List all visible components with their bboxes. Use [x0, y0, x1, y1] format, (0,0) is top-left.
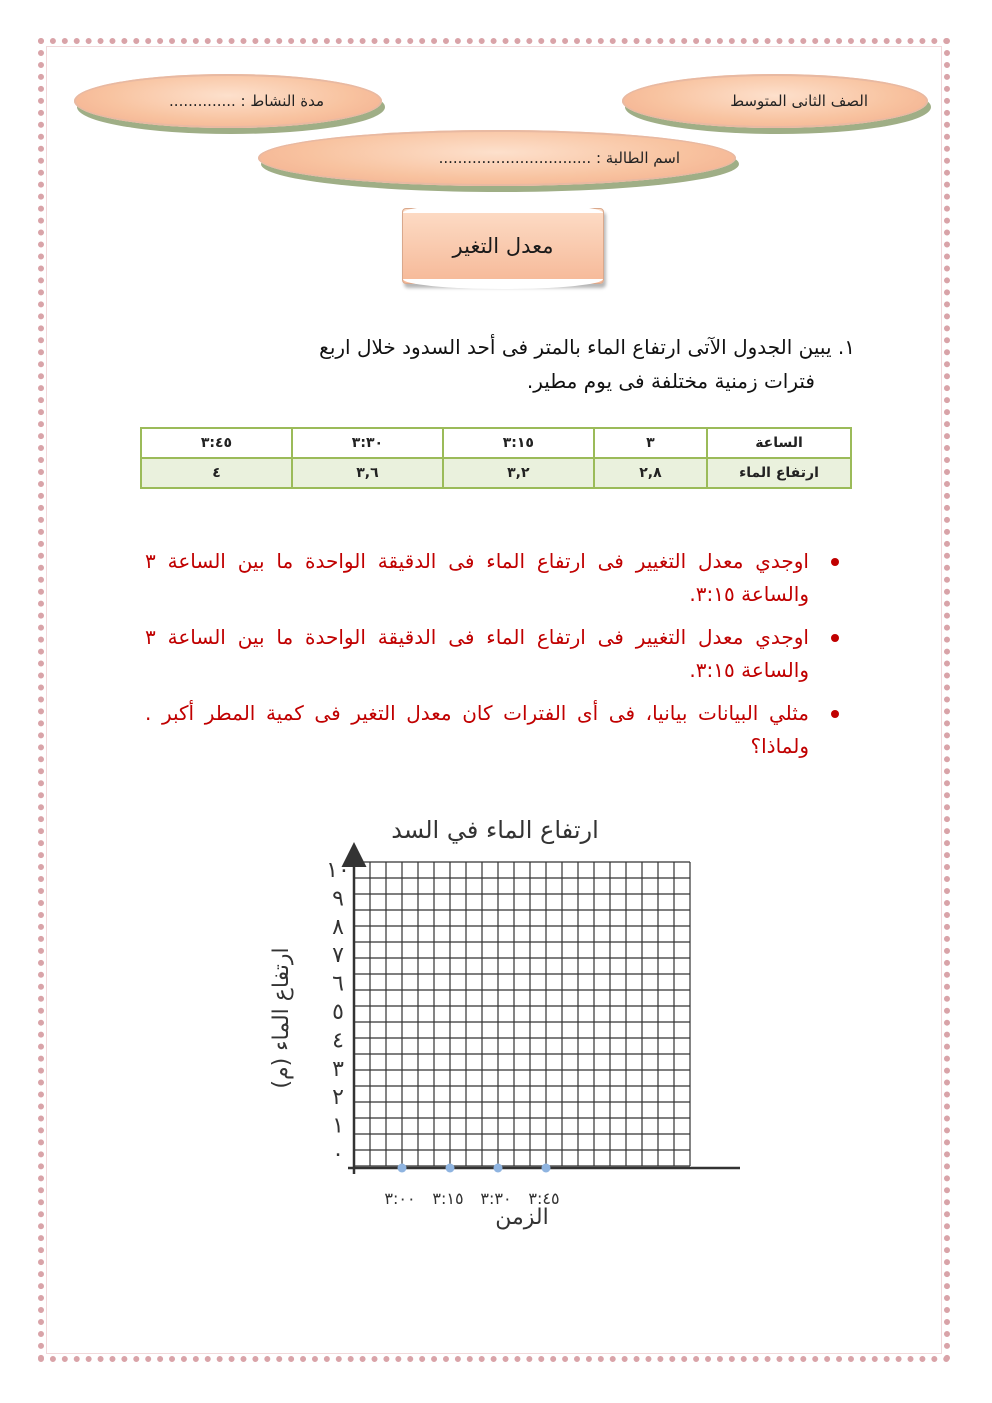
student-name-oval — [258, 130, 736, 186]
data-table — [140, 427, 852, 489]
y-tick-label: ٢ — [332, 1085, 344, 1111]
y-tick-label: ١ — [332, 1113, 344, 1139]
grade-label: الصف الثانى المتوسط — [730, 92, 868, 110]
x-axis-point — [398, 1164, 407, 1173]
y-tick-label: ٣ — [332, 1056, 344, 1082]
question-1 — [145, 330, 855, 398]
duration-label: مدة النشاط : .............. — [169, 92, 324, 110]
x-axis-point — [446, 1164, 455, 1173]
x-tick-label: ٣:٠٠ — [384, 1189, 416, 1208]
bullet-icon — [831, 558, 839, 566]
bullet-icon — [831, 634, 839, 642]
water-level-chart — [250, 810, 740, 1240]
y-tick-label: ٨ — [332, 914, 344, 940]
x-axis-point — [494, 1164, 503, 1173]
task-item — [145, 697, 845, 763]
task-item — [145, 621, 845, 687]
chart-grid — [354, 862, 690, 1166]
table-cell: ٣,٦ — [292, 458, 443, 488]
table-cell: ٣:٣٠ — [292, 428, 443, 458]
grade-oval — [622, 74, 928, 128]
table-cell: ٣ — [594, 428, 707, 458]
x-tick-label: ٣:٤٥ — [528, 1189, 560, 1208]
table-cell: ٢,٨ — [594, 458, 707, 488]
chart-axes — [348, 852, 740, 1174]
table-cell: ٤ — [141, 458, 292, 488]
table-cell: ٣:١٥ — [443, 428, 594, 458]
table-cell: ٣,٢ — [443, 458, 594, 488]
y-tick-label: ٧ — [332, 943, 344, 969]
question-line-2: فترات زمنية مختلفة فى يوم مطير. — [526, 369, 815, 393]
duration-oval — [74, 74, 382, 128]
table-header-time: الساعة — [707, 428, 851, 458]
y-axis-label: ارتفاع الماء (م) — [269, 947, 294, 1089]
table-row — [141, 458, 851, 488]
y-tick-label: ٩ — [332, 886, 344, 912]
task-text: اوجدي معدل التغيير فى ارتفاع الماء فى الدقيقة الواحدة ما بين الساعة ٣ والساعة ٣:١٥. — [145, 625, 809, 682]
y-tick-label: ٥ — [332, 1000, 344, 1025]
page-title: معدل التغير — [452, 234, 554, 258]
title-ribbon — [402, 208, 604, 284]
question-line-1: ١. يبين الجدول الآتى ارتفاع الماء بالمتر فى أحد السدود خلال اربع — [319, 335, 855, 359]
bullet-icon — [831, 710, 839, 718]
student-name-label: اسم الطالبة : ................................ — [438, 149, 680, 167]
y-tick-label: ٦ — [332, 971, 344, 997]
chart-title: ارتفاع الماء في السد — [391, 816, 599, 844]
task-list — [145, 545, 845, 773]
table-row — [141, 428, 851, 458]
table-header-height: ارتفاع الماء — [707, 458, 851, 488]
y-tick-label: ٠ — [332, 1142, 344, 1167]
y-tick-labels — [326, 858, 350, 1167]
task-text: اوجدي معدل التغيير فى ارتفاع الماء فى الدقيقة الواحدة ما بين الساعة ٣ والساعة ٣:١٥. — [145, 549, 809, 606]
table-cell: ٣:٤٥ — [141, 428, 292, 458]
task-text: مثلي البيانات بيانيا، فى أى الفترات كان معدل التغير فى كمية المطر أكبر . ولماذا؟ — [145, 701, 809, 758]
x-axis-label: الزمن — [495, 1205, 549, 1230]
task-item — [145, 545, 845, 611]
y-tick-label: ١٠ — [326, 858, 350, 883]
y-tick-label: ٤ — [332, 1028, 344, 1054]
x-axis-point — [542, 1164, 551, 1173]
x-tick-label: ٣:١٥ — [432, 1189, 464, 1208]
x-tick-label: ٣:٣٠ — [480, 1189, 512, 1208]
